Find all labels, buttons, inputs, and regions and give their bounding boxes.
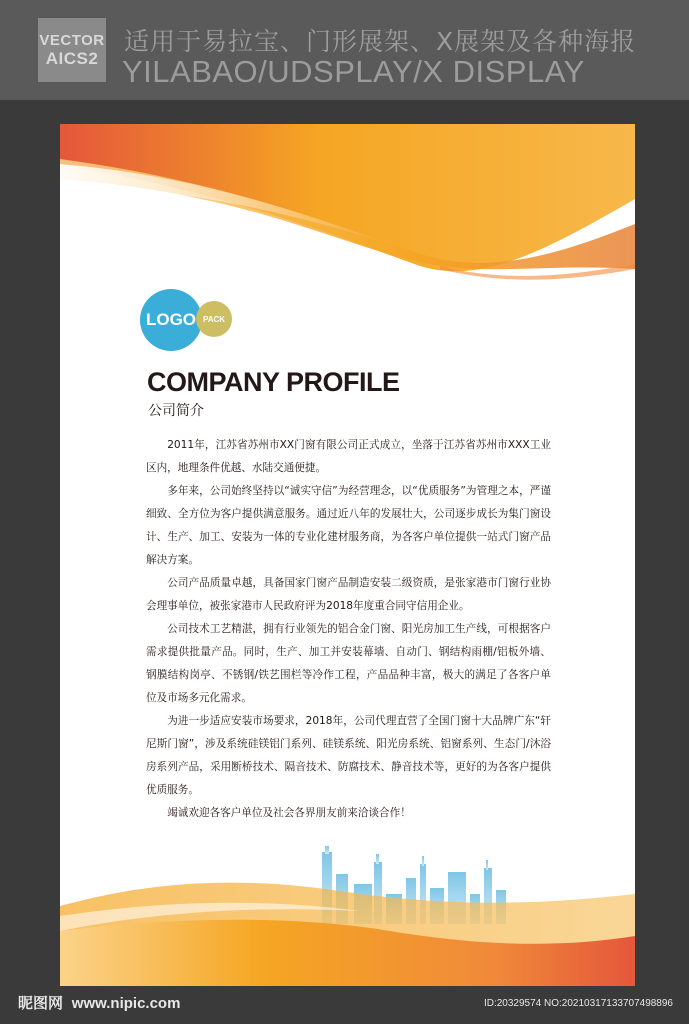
page-subtitle: 公司简介 xyxy=(148,403,204,419)
top-banner xyxy=(0,0,689,100)
watermark-left xyxy=(18,992,180,1013)
paragraph-5: 为进一步适应安装市场要求，2018年，公司代理直营了全国门窗十大品牌广东“轩尼斯门窗”，涉及系统硅镁铝门系列、硅镁系统、阳光房系统、铝窗系列、生态门/沐浴房系列产品，采用断桥技术、隔音技术、防腐技术、静音技术等，更好的为各客户提供优质服务。 xyxy=(146,715,551,796)
poster xyxy=(60,124,635,986)
vector-badge xyxy=(38,18,106,82)
paragraph-2: 多年来，公司始终坚持以“诚实守信”为经营理念，以“优质服务”为管理之本，严谨细致、全方位为客户提供满意服务。通过近八年的发展壮大，公司逐步成长为集门窗设计、生产、加工、安装为一体的专业化建材服务商，为各客户单位提供一站式门窗产品解决方案。 xyxy=(146,485,551,566)
top-wave-icon xyxy=(60,124,635,284)
badge-line1: VECTOR xyxy=(39,31,105,49)
logo-sub-circle: PACK xyxy=(196,301,232,337)
page-title: COMPANY PROFILE xyxy=(147,367,400,397)
bottom-wave-icon xyxy=(60,876,635,986)
paragraph-4: 公司技术工艺精湛，拥有行业领先的铝合金门窗、阳光房加工生产线，可根据客户需求提供批量产品。同时，生产、加工并安装幕墙、自动门、钢结构雨棚/铝板外墙、钢膜结构岗亭、不锈钢/铁艺围栏等冷作工程，产品品种丰富，极大的满足了各客户单位及市场多元化需求。 xyxy=(146,623,551,704)
watermark-url[interactable]: www.nipic.com xyxy=(71,995,181,1012)
watermark-brand: 昵图网 xyxy=(18,994,64,1012)
banner-title-cn: 适用于易拉宝、门形展架、X展架及各种海报 xyxy=(124,27,637,56)
company-logo xyxy=(140,289,240,354)
banner-title-en: YILABAO/UDSPLAY/X DISPLAY xyxy=(122,54,585,89)
paragraph-6: 竭诚欢迎各客户单位及社会各界朋友前来洽谈合作！ xyxy=(167,807,411,819)
paragraph-1: 2011年，江苏省苏州市XX门窗有限公司正式成立，坐落于江苏省苏州市XXX工业区内，地理条件优越、水陆交通便捷。 xyxy=(146,439,551,474)
watermark-id: ID:20329574 NO:20210317133707498896 xyxy=(483,998,673,1009)
paragraph-3: 公司产品质量卓越，具备国家门窗产品制造安装二级资质，是张家港市门窗行业协会理事单位，被张家港市人民政府评为2018年度重合同守信用企业。 xyxy=(146,577,551,612)
logo-main-circle: LOGO xyxy=(140,289,202,351)
footer-bar xyxy=(0,986,689,1024)
badge-line2: AICS2 xyxy=(45,48,99,68)
profile-body xyxy=(146,434,551,825)
